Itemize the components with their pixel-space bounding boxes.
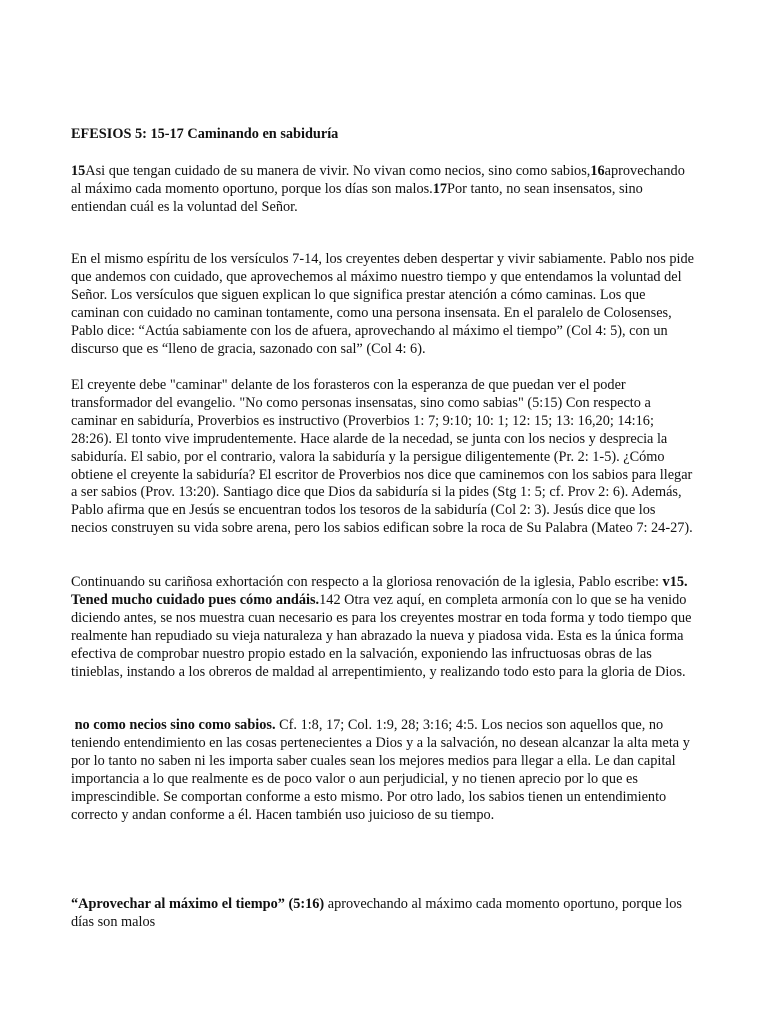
paragraph-5-rest: aprovechando al máximo cada momento oportuno, porque los días son malos <box>71 896 682 930</box>
document-title: EFESIOS 5: 15-17 Caminando en sabiduría <box>71 126 339 142</box>
paragraph-3-rest: 142 Otra vez aquí, en completa armonía con lo que se ha venido diciendo antes, se nos muestra cuan necesario es para los creyentes mostrar en toda forma y todo tiempo que realmente han repudiado su vieja naturaleza y han abrazado la nueva y piadosa vida. Esta es la única forma efectiva de comprobar nuestro propio estado en la salvación, exponiendo las infructuosas obras de las tinieblas, instando a los obreros de maldad al arrepentimiento, y realizando todo esto para la gloria de Dios. <box>71 591 692 680</box>
paragraph-4-bold: no como necios sino como sabios. <box>74 717 276 733</box>
verse-number-16: 16 <box>590 163 605 179</box>
paragraph-5-bold: “Aprovechar al máximo el tiempo” (5:16) <box>71 896 325 912</box>
verse-number-15: 15 <box>71 163 86 179</box>
paragraph-2: El creyente debe "caminar" delante de los forasteros con la esperanza de que puedan ver el poder transformador del evangelio. "No como personas insensatas, sino como sabias" (5:15) Con respecto a caminar en sabiduría, Proverbios es instructivo (Proverbios 1: 7; 9:10; 10: 1; 12: 15; 13: 16,20; 14:16; 28:26). El tonto vive imprudentemente. Hace alarde de la necedad, se junta con los necios y desprecia la sabiduría. El sabio, por el contrario, valora la sabiduría y la persigue diligentemente (Pr. 2: 1-5). ¿Cómo obtiene el creyente la sabiduría? El escritor de Proverbios nos dice que caminemos con los sabios para llegar a ser sabios (Prov. 13:20). Santiago dice que Dios da sabiduría si la pides (Stg 1: 5; cf. Prov 2: 6). Además, Pablo afirma que en Jesús se encuentran todos los tesoros de la sabiduría (Col 2: 3). Jesús dice que los necios construyen su vida sobre arena, pero los sabios edifican sobre la roca de Su Palabra (Mateo 7: 24-27). <box>71 377 693 537</box>
verse-text-15: Asi que tengan cuidado de su manera de vivir. No vivan como necios, sino como sabios, <box>85 163 591 179</box>
verse-text-17: Por tanto, no sean insensatos, sino entiendan cuál es la voluntad del Señor. <box>71 180 643 215</box>
verse-number-17: 17 <box>432 180 448 197</box>
verse-text-16: aprovechando al máximo cada momento oportuno, porque los días son malos. <box>71 163 685 197</box>
paragraph-3-bold: v15. Tened mucho cuidado pues cómo andáis. <box>71 574 688 608</box>
paragraph-3-intro: Continuando su cariñosa exhortación con respecto a la gloriosa renovación de la iglesia, Pablo escribe: <box>71 574 663 590</box>
paragraph-3 <box>71 574 695 681</box>
paragraph-4-rest: Cf. 1:8, 17; Col. 1:9, 28; 3:16; 4:5. Los necios son aquellos que, no teniendo entendimiento en las cosas pertenecientes a Dios y a la salvación, no desean alcanzar la alta meta y por lo tanto no saben ni les importa saber cuales sean los mejores medios para llegar a ella. Le dan capital importancia a lo que realmente es de poco valor o aun perjudicial, y no tienen aprecio por lo que es imprescindible. Se comportan conforme a esto mismo. Por otro lado, los sabios tienen un entendimiento correcto y andan conforme a él. Hacen también uso juicioso de su tiempo. <box>71 717 690 823</box>
paragraph-1: En el mismo espíritu de los versículos 7-14, los creyentes deben despertar y vivir sabiamente. Pablo nos pide que andemos con cuidado, que aprovechemos al máximo nuestro tiempo y que entendamos la voluntad del Señor. Los versículos que siguen explican lo que significa prestar atención a cómo caminas. Los que caminan con cuidado no caminan tontamente, como una persona insensata. En el paralelo de Colosenses, Pablo dice: “Actúa sabiamente con los de afuera, aprovechando al máximo el tiempo” (Col 4: 5), con un discurso que es “lleno de gracia, sazonado con sal” (Col 4: 6). <box>71 251 694 357</box>
paragraph-5 <box>71 896 695 932</box>
scripture-verses <box>71 163 695 217</box>
paragraph-4 <box>71 717 695 824</box>
